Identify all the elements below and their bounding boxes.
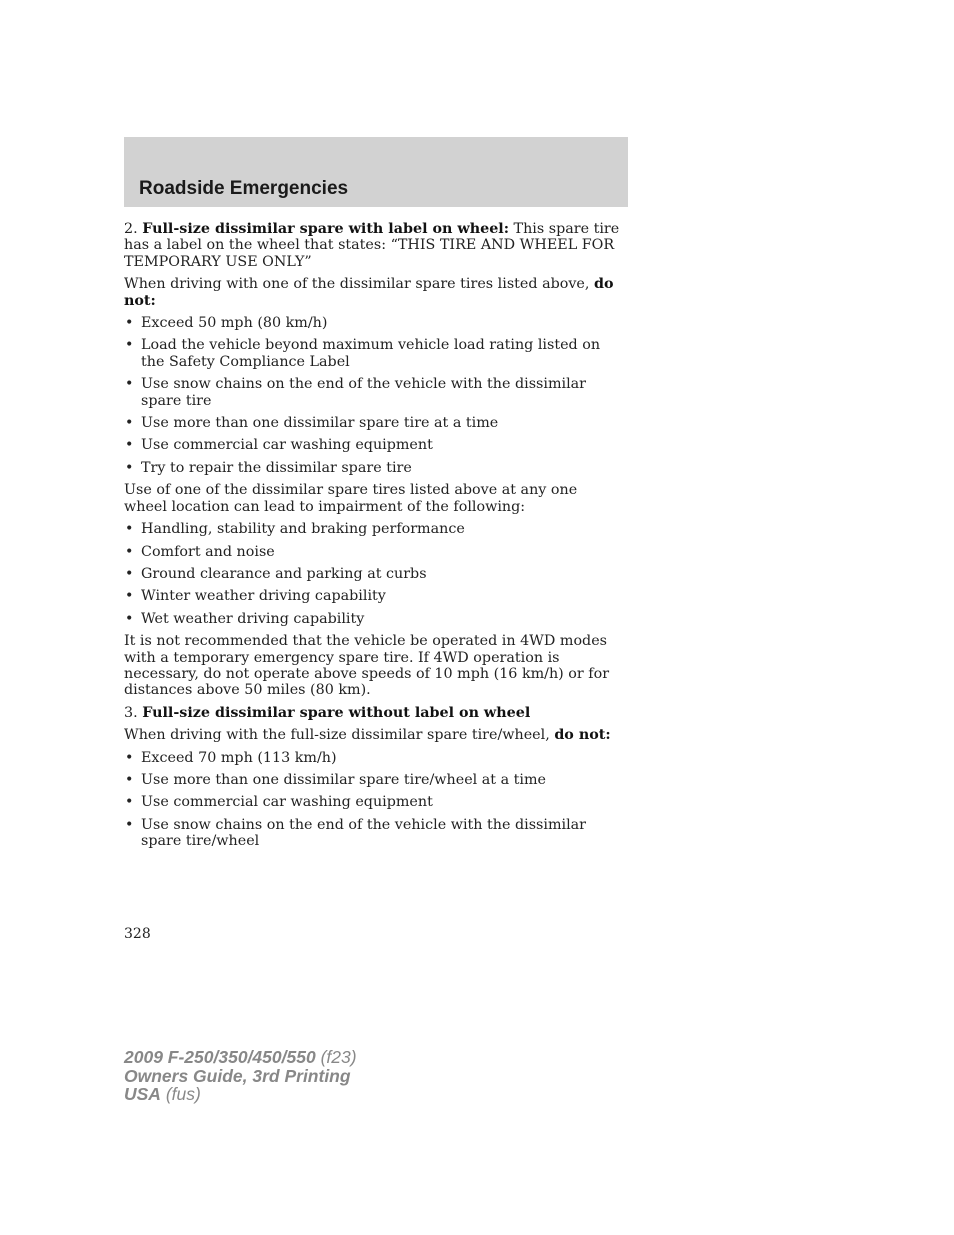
footer-model-code: (f23)	[315, 1047, 357, 1067]
list-item-text: Use commercial car washing equipment	[141, 437, 433, 454]
bullet-icon: •	[125, 588, 134, 605]
footer-model: 2009 F-250/350/450/550	[124, 1047, 316, 1067]
note-4wd: It is not recommended that the vehicle be operated in 4WD modes with a temporary emergency spare tire. If 4WD operation is necessary, do not operate above speeds of 10 mph (16 km/h) or for distances above 50 miles (80 km).	[124, 633, 610, 699]
list-item	[124, 315, 624, 331]
bullet-icon: •	[125, 521, 134, 538]
list-item-text: Use more than one dissimilar spare tire/wheel at a time	[141, 771, 547, 788]
bullet-icon: •	[125, 610, 134, 627]
list-item-text: Ground clearance and parking at curbs	[141, 565, 427, 582]
bullet-icon: •	[125, 771, 134, 788]
list-item-text: Use snow chains on the end of the vehicle with the dissimilar spare tire/wheel	[141, 816, 587, 850]
list-item-text: Load the vehicle beyond maximum vehicle load rating listed on the Safety Compliance Label	[141, 337, 601, 370]
list-item-text: Use commercial car washing equipment	[141, 794, 433, 811]
list-item-text: Exceed 50 mph (80 km/h)	[141, 315, 328, 332]
bullet-icon: •	[125, 315, 134, 332]
list-item	[124, 566, 624, 582]
page-number: 328	[124, 926, 151, 942]
list-item-text: Winter weather driving capability	[141, 588, 386, 605]
footer-region: USA	[124, 1084, 161, 1104]
list-item	[124, 794, 624, 810]
section3-number: 3.	[124, 704, 143, 721]
list-item-text: Exceed 70 mph (113 km/h)	[141, 749, 337, 766]
bullet-icon: •	[125, 816, 134, 833]
bullet-icon: •	[125, 543, 134, 560]
bullet-icon: •	[125, 415, 134, 432]
footer-guide: Owners Guide, 3rd Printing	[124, 1065, 351, 1086]
section-title: Roadside Emergencies	[139, 178, 349, 199]
section3-heading: Full-size dissimilar spare without label on wheel	[142, 704, 531, 721]
list-item-text: Use more than one dissimilar spare tire at a time	[141, 415, 499, 432]
footer-line-guide	[124, 1067, 357, 1086]
section2-bullet-list	[124, 315, 624, 476]
list-item	[124, 521, 624, 537]
list-item	[124, 588, 624, 604]
section2-text: This spare tire has a label on the wheel that states: “THIS TIRE AND WHEEL FOR TEMPORARY USE ONLY”	[124, 221, 620, 270]
section2-intro-bold: do not:	[124, 276, 614, 309]
list-item-text: Comfort and noise	[141, 543, 275, 560]
section3-intro	[124, 727, 624, 743]
list-item-text: Handling, stability and braking performance	[141, 521, 465, 538]
list-item	[124, 750, 624, 766]
list-item	[124, 437, 624, 453]
impairment-intro: Use of one of the dissimilar spare tires listed above at any one wheel location can lead to impairment of the following:	[124, 482, 578, 515]
section2-paragraph	[124, 221, 624, 270]
bullet-icon: •	[125, 749, 134, 766]
section3-heading-paragraph	[124, 705, 624, 721]
page-body	[124, 221, 624, 856]
section2-heading: Full-size dissimilar spare with label on wheel:	[142, 221, 510, 237]
list-item-text: Use snow chains on the end of the vehicle with the dissimilar spare tire	[141, 376, 587, 409]
section3-bullet-list	[124, 750, 624, 850]
list-item	[124, 460, 624, 476]
bullet-icon: •	[125, 459, 134, 476]
list-item	[124, 611, 624, 627]
document-footer	[124, 1048, 357, 1104]
section-header	[124, 137, 628, 207]
list-item	[124, 415, 624, 431]
bullet-icon: •	[125, 794, 134, 811]
section2-intro-text: When driving with one of the dissimilar spare tires listed above,	[124, 276, 594, 293]
list-item-text: Wet weather driving capability	[141, 610, 365, 627]
section2-intro	[124, 276, 624, 309]
list-item	[124, 544, 624, 560]
section3-intro-bold: do not:	[554, 727, 611, 744]
section3-intro-text: When driving with the full-size dissimilar spare tire/wheel,	[124, 727, 555, 744]
impairment-bullet-list	[124, 521, 624, 627]
section2-number: 2.	[124, 221, 143, 237]
list-item	[124, 772, 624, 788]
list-item-text: Try to repair the dissimilar spare tire	[141, 459, 412, 476]
list-item	[124, 817, 624, 850]
footer-line-model	[124, 1048, 357, 1067]
bullet-icon: •	[125, 565, 134, 582]
list-item	[124, 376, 624, 409]
bullet-icon: •	[125, 337, 134, 354]
bullet-icon: •	[125, 437, 134, 454]
footer-region-code: (fus)	[160, 1084, 201, 1104]
list-item	[124, 337, 624, 370]
bullet-icon: •	[125, 376, 134, 393]
footer-line-region	[124, 1085, 357, 1104]
